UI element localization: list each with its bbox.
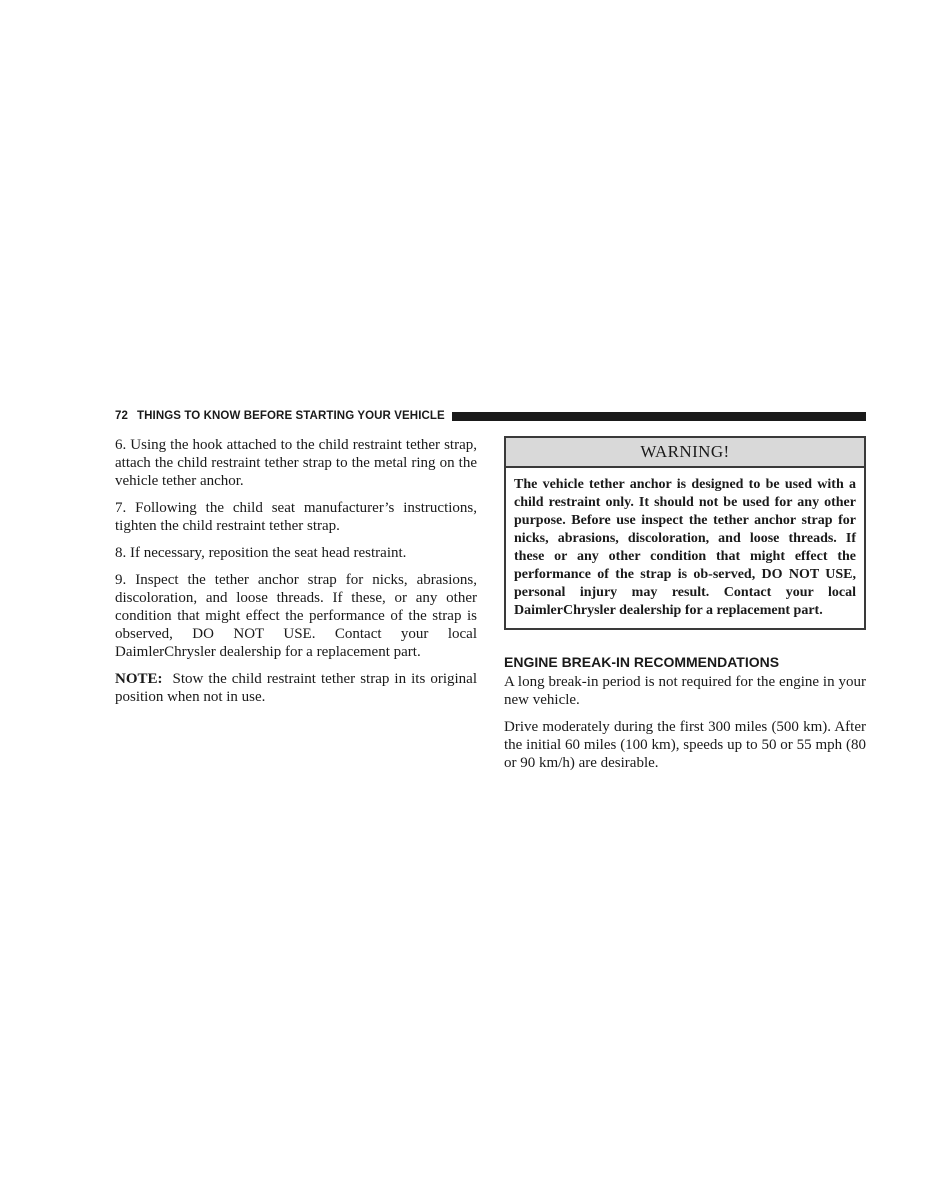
- warning-text: The vehicle tether anchor is designed to be used with a child restraint only. It should not be used for any other purpose. Before use inspect the tether anchor strap for nicks, abrasions, discoloration, and loose threads. If these or any other condition that might effect the performance of the strap is ob-served, DO NOT USE, personal injury may result. Contact your local DaimlerChrysler dealership for a replacement part.: [514, 477, 856, 618]
- section-title: THINGS TO KNOW BEFORE STARTING YOUR VEHICLE: [137, 410, 445, 422]
- break-in-paragraph-2: Drive moderately during the first 300 miles (500 km). After the initial 60 miles (100 km), speeds up to 50 or 55 mph (80 or 90 km/h) are desirable.: [504, 719, 866, 771]
- step-6-paragraph: 6. Using the hook attached to the child restraint tether strap, attach the child restraint tether strap to the metal ring on the vehicle tether anchor.: [115, 437, 477, 489]
- page-header: [115, 408, 866, 424]
- step-8-paragraph: 8. If necessary, reposition the seat head restraint.: [115, 545, 407, 561]
- note-text: Stow the child restraint tether strap in its original position when not in use.: [115, 671, 477, 705]
- warning-title: WARNING!: [506, 438, 864, 468]
- note-label: NOTE:: [115, 671, 163, 687]
- page-number: 72: [115, 410, 128, 422]
- step-9-paragraph: 9. Inspect the tether anchor strap for nicks, abrasions, discoloration, and loose threads. If these, or any other condition that might effect the performance of the strap is observed, DO NOT USE. Contact your local DaimlerChrysler dealership for a replacement part.: [115, 572, 477, 660]
- step-7-paragraph: 7. Following the child seat manufacturer’s instructions, tighten the child restraint tether strap.: [115, 500, 477, 534]
- warning-box: [504, 436, 866, 630]
- section-heading: ENGINE BREAK-IN RECOMMENDATIONS: [504, 654, 780, 670]
- left-column: [115, 436, 477, 715]
- header-rule: [452, 412, 866, 421]
- right-column: [504, 436, 866, 781]
- note-paragraph: [115, 670, 477, 706]
- break-in-paragraph-1: A long break-in period is not required for the engine in your new vehicle.: [504, 674, 866, 708]
